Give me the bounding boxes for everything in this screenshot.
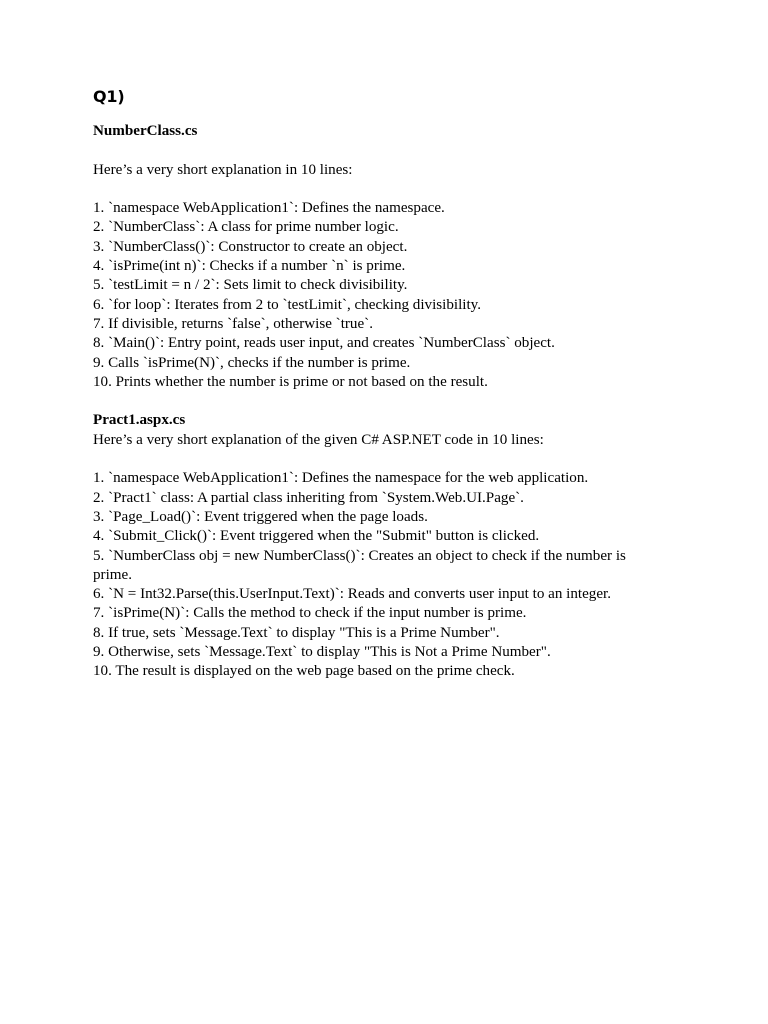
- explanation-list: [93, 199, 653, 392]
- list-item: 9. Otherwise, sets `Message.Text` to display "This is Not a Prime Number".: [93, 644, 551, 661]
- list-item: 10. The result is displayed on the web page based on the prime check.: [93, 663, 515, 680]
- spacer: [93, 450, 653, 469]
- list-item: 3. `NumberClass()`: Constructor to create an object.: [93, 238, 408, 255]
- list-item: 6. `for loop`: Iterates from 2 to `testLimit`, checking divisibility.: [93, 296, 482, 313]
- list-item: 5. `testLimit = n / 2`: Sets limit to check divisibility.: [93, 277, 408, 294]
- spacer: [93, 392, 653, 411]
- section-intro: Here’s a very short explanation of the given C# ASP.NET code in 10 lines:: [93, 431, 544, 448]
- list-item: 10. Prints whether the number is prime or not based on the result.: [93, 373, 488, 390]
- list-item: 6. `N = Int32.Parse(this.UserInput.Text)`: Reads and converts user input to an integer.: [93, 586, 612, 603]
- section-number-class: [93, 122, 653, 392]
- list-item: 8. If true, sets `Message.Text` to display "This is a Prime Number".: [93, 624, 500, 641]
- list-item: 2. `Pract1` class: A partial class inheriting from `System.Web.UI.Page`.: [93, 489, 524, 506]
- list-item: 1. `namespace WebApplication1`: Defines the namespace.: [93, 200, 445, 217]
- document-body: [93, 122, 653, 682]
- spacer: [93, 141, 653, 160]
- list-item: 4. `Submit_Click()`: Event triggered when the "Submit" button is clicked.: [93, 528, 540, 545]
- list-item: 9. Calls `isPrime(N)`, checks if the number is prime.: [93, 354, 411, 371]
- file-title: Pract1.aspx.cs: [93, 412, 186, 429]
- list-item: 8. `Main()`: Entry point, reads user input, and creates `NumberClass` object.: [93, 335, 555, 352]
- section-pract1: [93, 411, 653, 681]
- spacer: [93, 180, 653, 199]
- question-heading: Q1): [93, 87, 125, 106]
- list-item: 5. `NumberClass obj = new NumberClass()`: Creates an object to check if the number is prime.: [93, 547, 626, 583]
- file-title: NumberClass.cs: [93, 123, 198, 139]
- list-item: 7. `isPrime(N)`: Calls the method to check if the input number is prime.: [93, 605, 527, 622]
- list-item: 3. `Page_Load()`: Event triggered when the page loads.: [93, 508, 428, 525]
- explanation-list: [93, 469, 653, 681]
- list-item: 2. `NumberClass`: A class for prime number logic.: [93, 219, 399, 236]
- list-item: 1. `namespace WebApplication1`: Defines the namespace for the web application.: [93, 470, 589, 487]
- list-item: 4. `isPrime(int n)`: Checks if a number `n` is prime.: [93, 258, 406, 275]
- list-item: 7. If divisible, returns `false`, otherwise `true`.: [93, 315, 373, 332]
- section-intro: Here’s a very short explanation in 10 lines:: [93, 161, 353, 178]
